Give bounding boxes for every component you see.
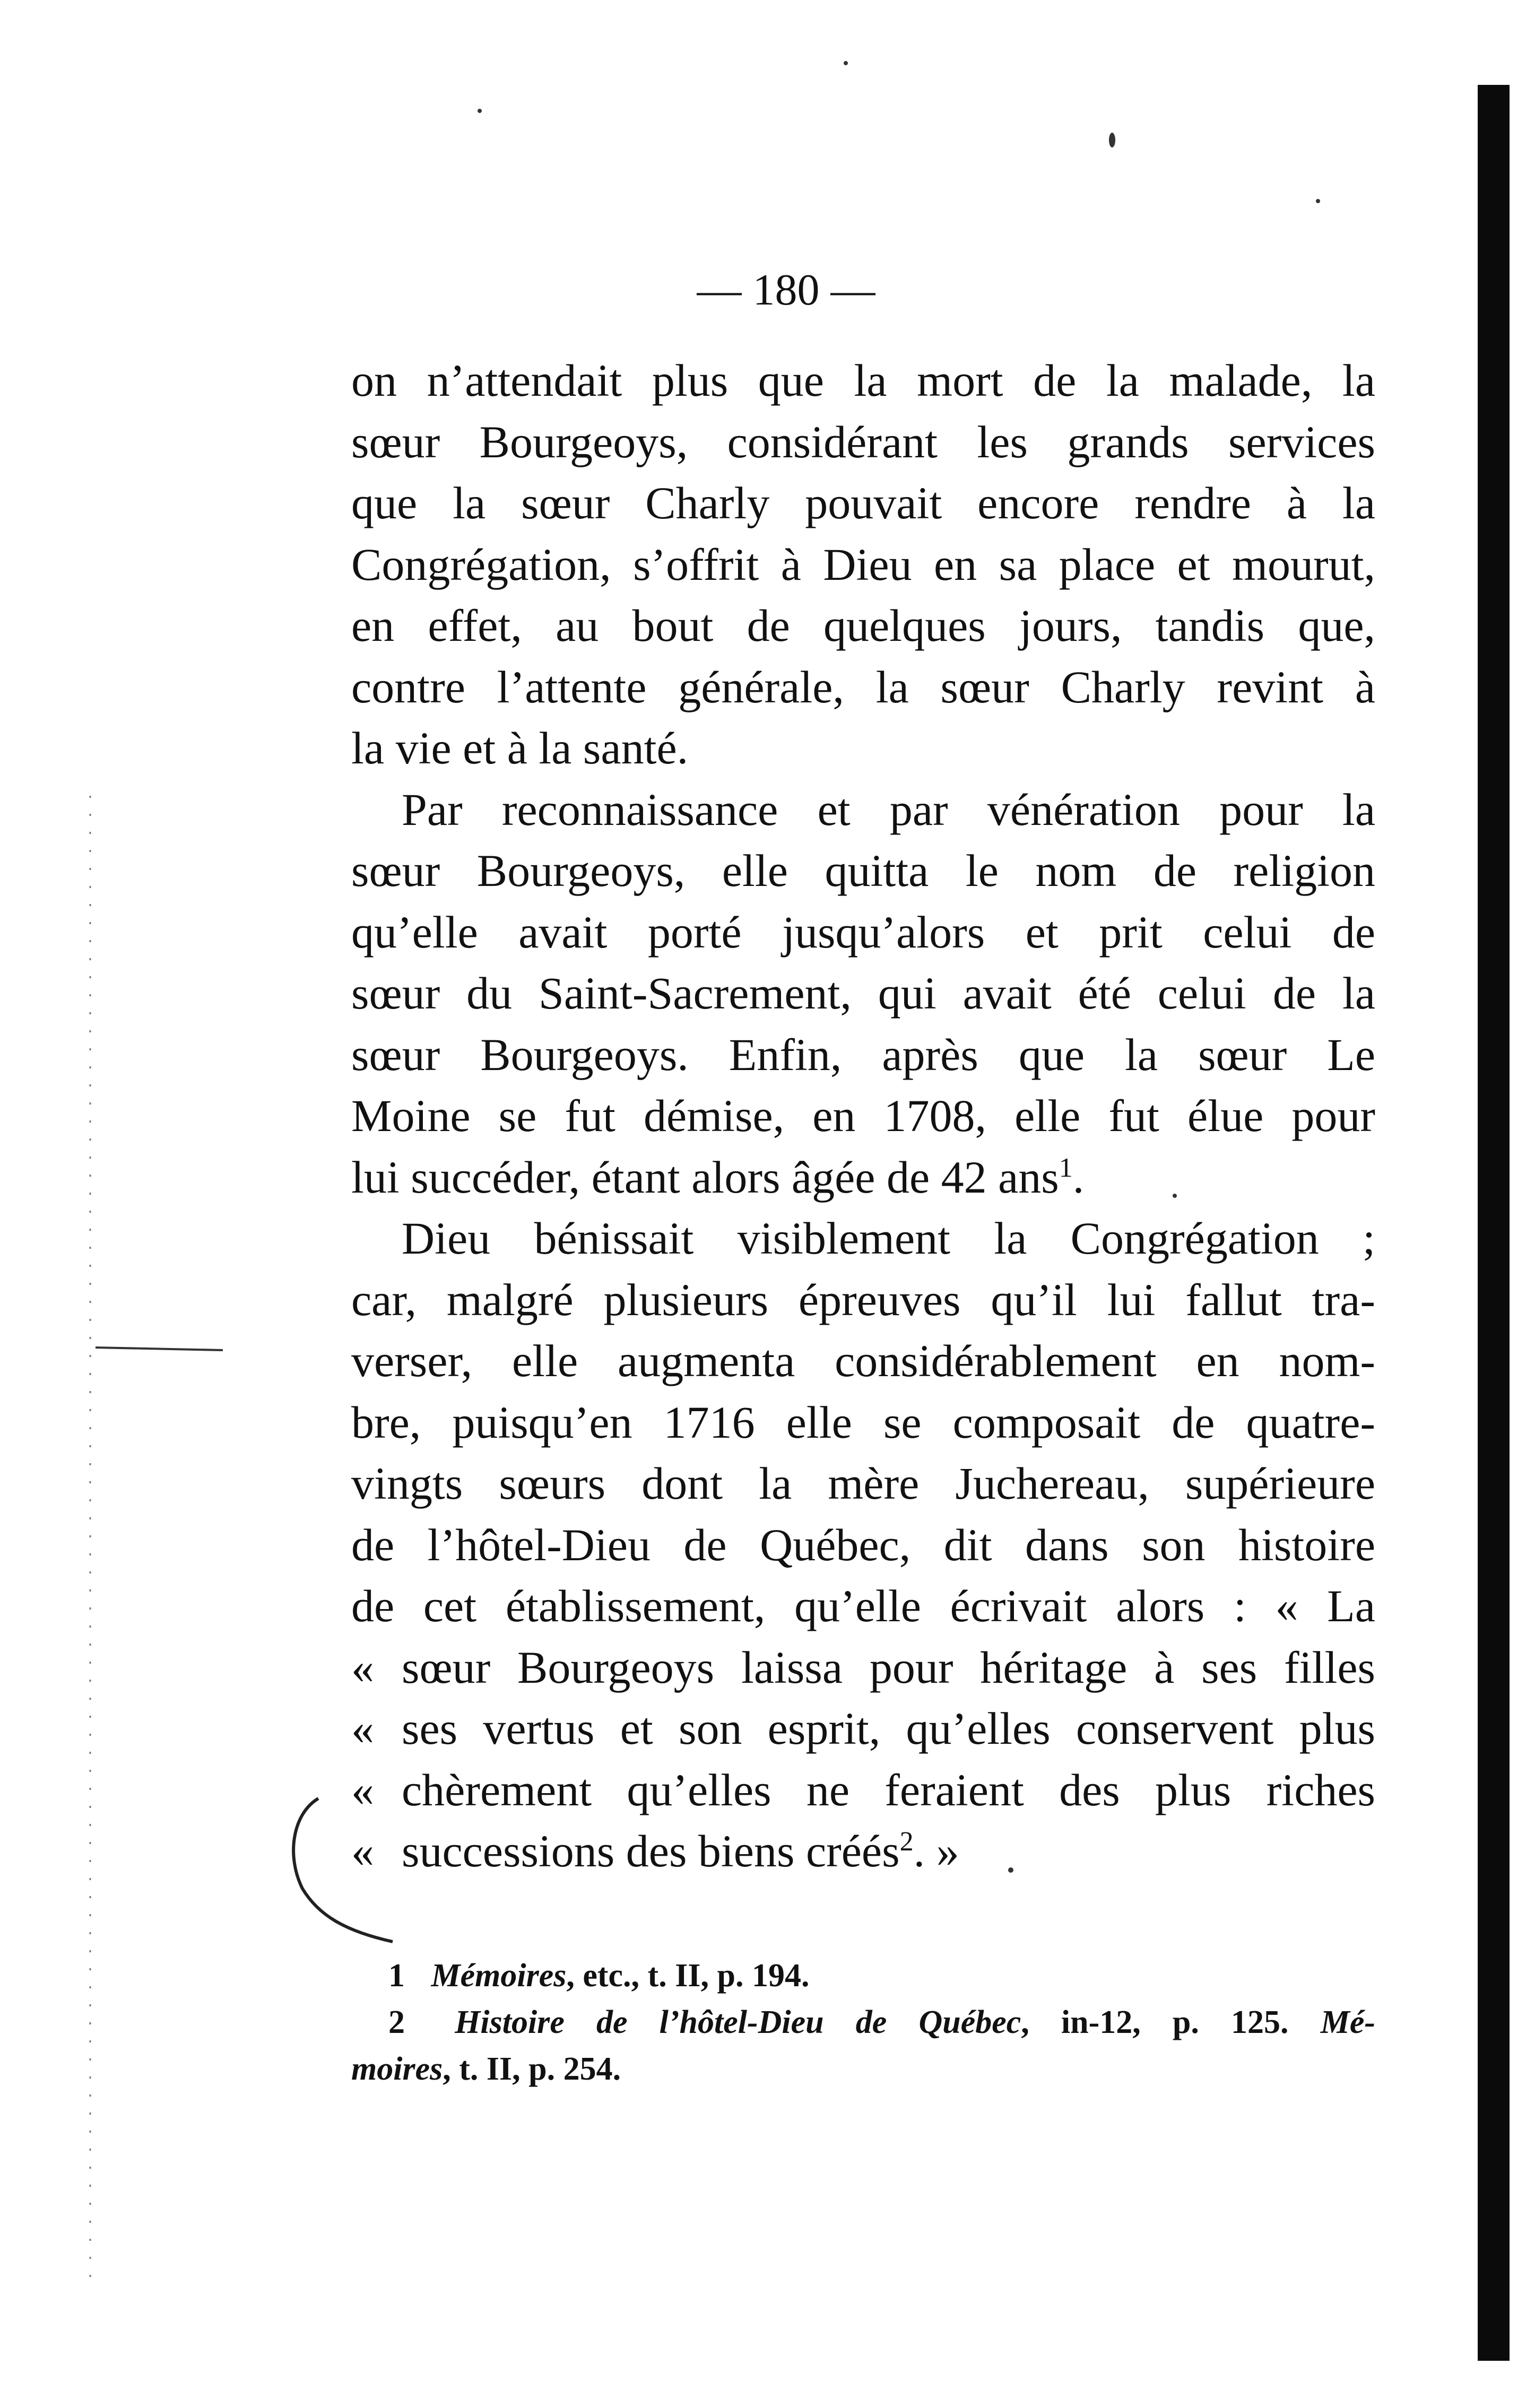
scan-speck: [1109, 133, 1115, 147]
scan-edge-shadow: [1478, 85, 1510, 2361]
scan-speck: [478, 109, 482, 113]
quote-mark: «: [351, 1764, 374, 1815]
footnote-title-2a: Mé-: [1320, 2004, 1376, 2040]
quote-text: sœur Bourgeoys laissa pour héritage à ses filles: [402, 1641, 1375, 1693]
quote-text: ses vertus et son esprit, qu’elles conservent plus: [402, 1703, 1375, 1754]
footnote-title: Histoire de l’hôtel-Dieu de Québec: [455, 2004, 1021, 2040]
scan-speck: [1173, 1194, 1177, 1198]
paragraph-2: [351, 779, 1375, 1209]
footnote-text: , t. II, p. 254.: [443, 2051, 621, 2087]
footnote-ref-2: 2: [899, 1827, 914, 1857]
main-text: [351, 350, 1375, 1882]
text-line: verser, elle augmenta considérablement en nom-: [351, 1335, 1375, 1386]
quote-line: [351, 1760, 1375, 1821]
text-line: qu’elle avait porté jusqu’alors et prit celui de: [351, 906, 1375, 958]
footnote-number: 2: [388, 2004, 405, 2040]
quote-text-content: successions des biens créés: [402, 1825, 900, 1876]
scan-speck: [1316, 199, 1320, 203]
text-line: sœur du Saint-Sacrement, qui avait été celui de la: [351, 968, 1375, 1019]
quote-line: [351, 1821, 1375, 1882]
footnote-number: 1: [388, 1958, 405, 1994]
footnote-title: Mémoires: [431, 1958, 567, 1994]
text-line: car, malgré plusieurs épreuves qu’il lui fallut tra-: [351, 1274, 1375, 1325]
text-line: Dieu bénissait visiblement la Congrégation ;: [402, 1213, 1375, 1264]
quote-mark: «: [351, 1703, 374, 1754]
scan-speckles: [80, 796, 101, 2281]
text-line: Par reconnaissance et par vénération pour la: [402, 784, 1375, 835]
footnote-title-2b: moires: [351, 2051, 443, 2087]
page-number: — 180 —: [697, 265, 875, 315]
text-line: Congrégation, s’offrit à Dieu en sa place et mourut,: [351, 538, 1375, 590]
text-line-content: lui succéder, étant alors âgée de 42 ans: [351, 1151, 1059, 1203]
footnote-2: [351, 1999, 1375, 2092]
footnote-line: [351, 2046, 1375, 2092]
footnote-ref-1: 1: [1059, 1152, 1073, 1183]
text-line: que la sœur Charly pouvait encore rendre à la: [351, 477, 1375, 528]
text-line: on n’attendait plus que la mort de la malade, la: [351, 355, 1375, 406]
text-line: bre, puisqu’en 1716 elle se composait de quatre-: [351, 1396, 1375, 1448]
margin-bracket-mark: [287, 1793, 403, 1952]
footnotes: [351, 1952, 1375, 2092]
text-line: [351, 1147, 1375, 1209]
punctuation: .: [1072, 1151, 1085, 1203]
quote-mark: «: [351, 1825, 374, 1876]
text-line: Moine se fut démise, en 1708, elle fut élue pour: [351, 1090, 1375, 1141]
scan-speck: [1008, 1867, 1013, 1873]
text-line: sœur Bourgeoys, considérant les grands services: [351, 416, 1375, 467]
quote-line: [351, 1698, 1375, 1760]
footnote-text: , etc., t. II, p. 194.: [566, 1958, 810, 1994]
text-line: sœur Bourgeoys. Enfin, après que la sœur Le: [351, 1029, 1375, 1080]
text-line: contre l’attente générale, la sœur Charly revint à: [351, 661, 1375, 712]
quote-mark: «: [351, 1641, 374, 1693]
text-line: sœur Bourgeoys, elle quitta le nom de religion: [351, 845, 1375, 896]
closing-quote: . »: [913, 1825, 959, 1876]
paragraph-3: [351, 1208, 1375, 1882]
text-line: de l’hôtel-Dieu de Québec, dit dans son histoire: [351, 1519, 1375, 1570]
text-line: de cet établissement, qu’elle écrivait alors : « La: [351, 1580, 1375, 1631]
footnote-text: , in-12, p. 125.: [1021, 2004, 1289, 2040]
text-line: la vie et à la santé.: [351, 723, 689, 773]
text-line: en effet, au bout de quelques jours, tandis que,: [351, 600, 1375, 651]
margin-dash-mark: [96, 1340, 223, 1355]
paragraph-1: [351, 350, 1375, 779]
footnote-1: [351, 1952, 1375, 1999]
quote-text: chèrement qu’elles ne feraient des plus riches: [402, 1764, 1375, 1815]
text-line: vingts sœurs dont la mère Juchereau, supérieure: [351, 1458, 1375, 1509]
footnote-line: [351, 1999, 1375, 2046]
scan-speck: [844, 61, 848, 65]
quote-line: [351, 1637, 1375, 1699]
quote-text: [402, 1821, 1375, 1882]
